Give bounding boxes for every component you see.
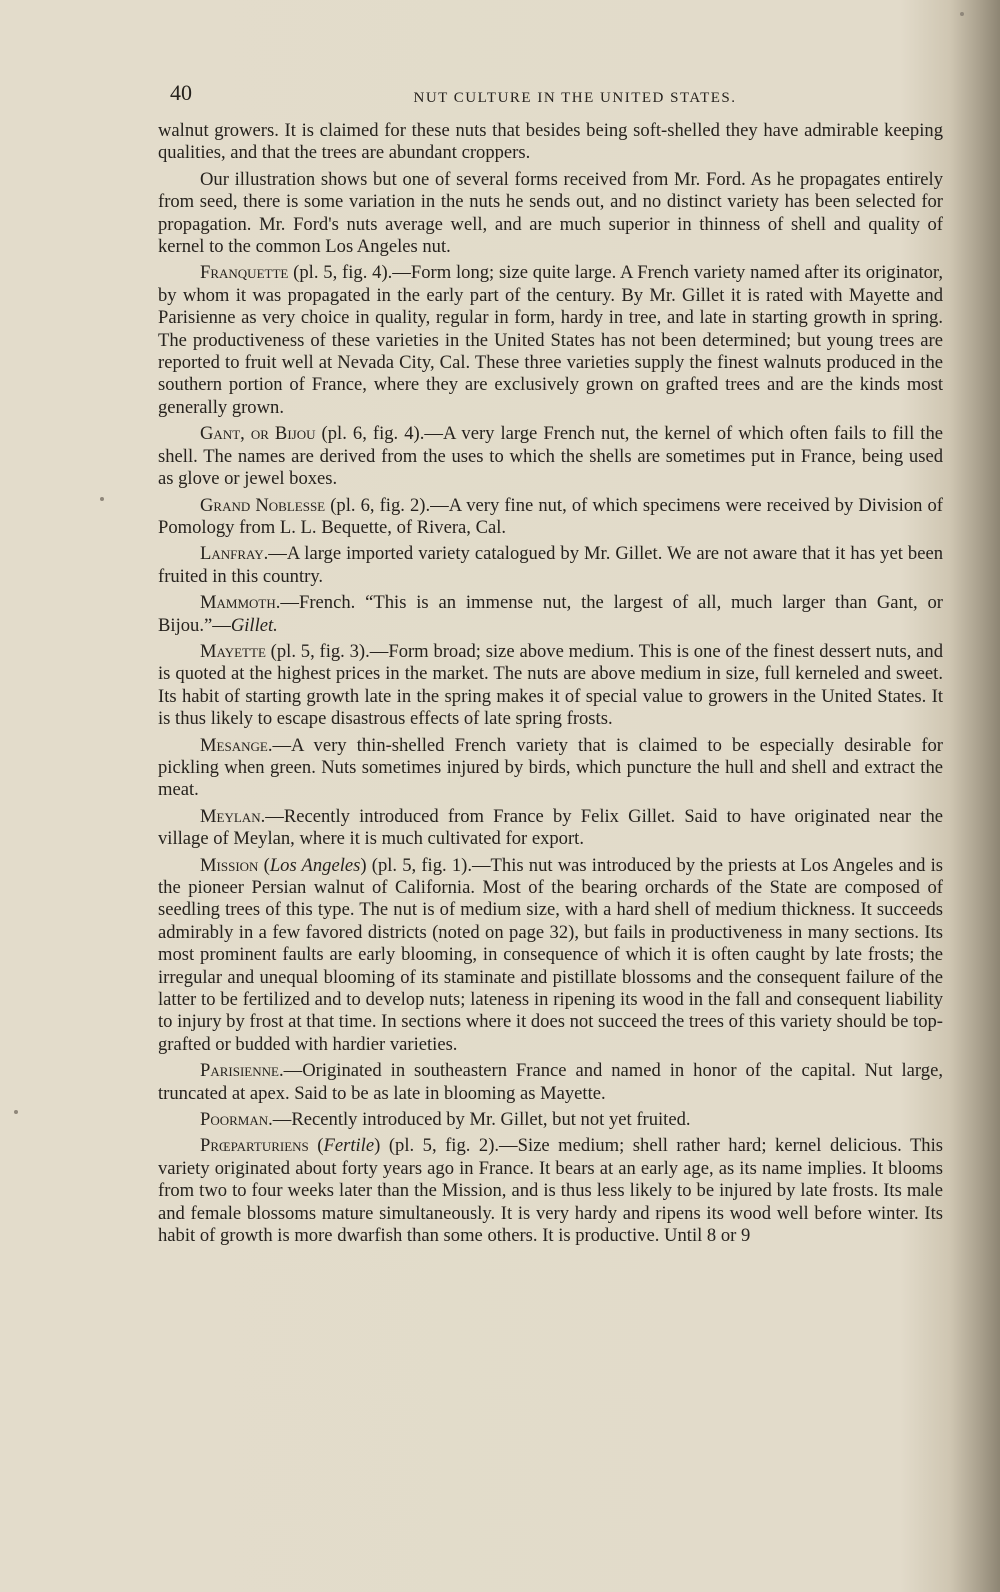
variety-entry: Mammoth.—French. “This is an immense nut, the largest of all, much larger than Gant, or Bijou.”—Gillet. [158,592,943,636]
variety-entry: Prœparturiens (Fertile) (pl. 5, fig. 2).—Size medium; shell rather hard; kernel delicious. This variety originated about forty years ago in France. It bears at an early age, as its name implies. It blooms from two to four weeks later than the Mission, and is thus less likely to be injured by late frosts. Its male and female blossoms mature simultaneously. It is very hardy and ripens its wood well before winter. Its habit of growth is more dwarfish than some others. It is productive. Until 8 or 9 [158,1135,943,1247]
body-text [158,120,943,1252]
variety-name: Grand Noblesse [200,494,326,516]
page-header [170,80,950,114]
variety-entry: Poorman.—Recently introduced by Mr. Gillet, but not yet fruited. [200,1109,691,1131]
variety-name: Franquette [200,262,289,284]
paper-speck [960,12,964,16]
variety-alias: Fertile [323,1135,375,1157]
variety-entry: Gant, or Bijou (pl. 6, fig. 4).—A very large French nut, the kernel of which often fails to fill the shell. The names are derived from the uses to which the shells are sometimes put in France, being used as glove or jewel boxes. [158,423,943,490]
running-head: NUT CULTURE IN THE UNITED STATES. [413,90,737,106]
variety-name: Mammoth [200,592,276,614]
variety-name: Poorman [200,1109,269,1131]
attribution: Gillet. [230,614,278,636]
variety-name: Mission [200,854,259,876]
variety-entry: Franquette (pl. 5, fig. 4).—Form long; size quite large. A French variety named after its originator, by whom it was propagated in the early part of the century. By Mr. Gillet it is rated with Mayette and Parisienne as very choice in quality, regular in form, hardy in tree, and late in starting growth in spring. The productiveness of these varieties in the United States has not been determined; but young trees are reported to fruit well at Nevada City, Cal. These three varieties supply the finest walnuts produced in the southern portion of France, where they are exclusively grown on grafted trees and are the kinds most generally grown. [158,262,943,418]
variety-entry: Parisienne.—Originated in southeastern France and named in honor of the capital. Nut large, truncated at apex. Said to be as late in blooming as Mayette. [158,1060,943,1104]
variety-name: Prœparturiens [200,1135,309,1157]
paragraph: walnut growers. It is claimed for these nuts that besides being soft-shelled they have admirable keeping qualities, and that the trees are abundant croppers. [158,120,943,164]
variety-name: Mesange [200,734,268,756]
page-number: 40 [170,80,192,105]
variety-entry: Mesange.—A very thin-shelled French variety that is claimed to be especially desirable for pickling when green. Nuts sometimes injured by birds, which puncture the hull and shell and extract the meat. [158,734,943,801]
variety-entry: Meylan.—Recently introduced from France by Felix Gillet. Said to have originated near the village of Meylan, where it is much cultivated for export. [158,805,943,850]
variety-name: Parisienne [200,1060,279,1082]
variety-name: Meylan [200,805,261,827]
variety-name: Lanfray [200,543,264,565]
variety-entry: Lanfray.—A large imported variety catalogued by Mr. Gillet. We are not aware that it has yet been fruited in this country. [158,543,943,587]
variety-entry: Mission (Los Angeles) (pl. 5, fig. 1).—This nut was introduced by the priests at Los Angeles and is the pioneer Persian walnut of California. Most of the bearing orchards of the State are composed of seedling trees of this type. The nut is of medium size, with a hard shell of medium thickness. It succeeds admirably in a few favored districts (noted on page 32), but fails in productiveness in many sections. Its most prominent faults are early blooming, in consequence of which it is often caught by late frosts; the irregular and unequal blooming of its staminate and pistillate blossoms and the consequent failure of the latter to be fertilized and to develop nuts; lateness in ripening its wood in the fall and consequent liability to injury by frost at that time. In sections where it does not succeed the trees of this variety should be top-grafted or budded with hardier varieties. [158,854,944,1055]
variety-alias: Los Angeles [269,854,361,876]
variety-name: Mayette [200,640,266,662]
variety-entry: Grand Noblesse (pl. 6, fig. 2).—A very fine nut, of which specimens were received by Division of Pomology from L. L. Bequette, of Rivera, Cal. [158,494,943,538]
variety-entry: Mayette (pl. 5, fig. 3).—Form broad; size above medium. This is one of the finest dessert nuts, and is quoted at the highest prices in the market. The nuts are above medium in size, full kerneled and sweet. Its habit of starting growth late in the spring makes it of special value to growers in the United States. It is thus likely to escape disastrous effects of late spring frosts. [158,640,943,730]
paragraph: Our illustration shows but one of several forms received from Mr. Ford. As he propagates entirely from seed, there is some variation in the nuts he sends out, and no distinct variety has been selected for propagation. Mr. Ford's nuts average well, and are much superior in thinness of shell and quality of kernel to the common Los Angeles nut. [158,168,943,258]
paper-speck [100,497,104,501]
variety-name: Gant, or Bijou [200,423,316,445]
paper-speck [14,1110,18,1114]
